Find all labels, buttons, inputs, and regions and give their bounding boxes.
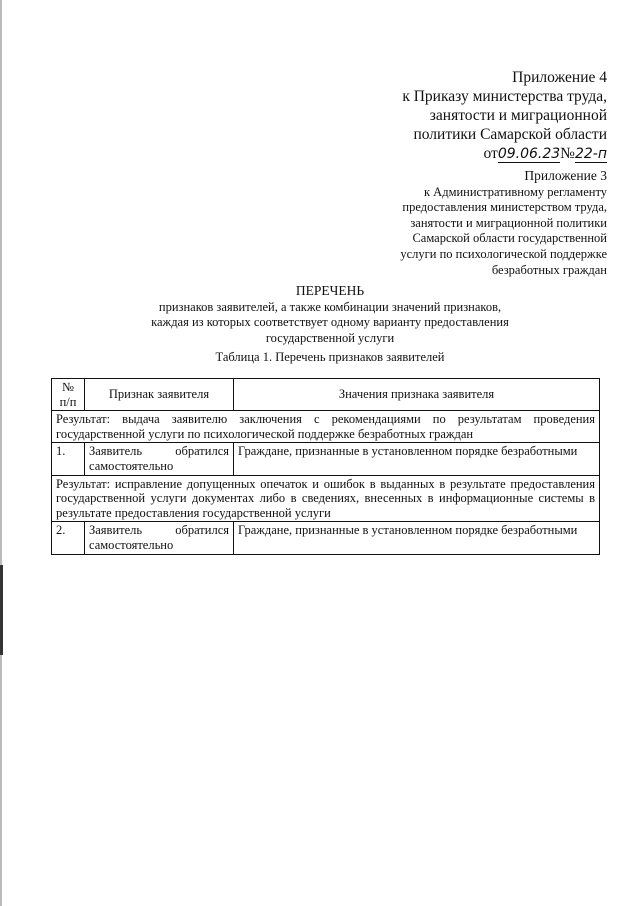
appendix4-line: к Приказу министерства труда, <box>402 88 607 105</box>
appendix3-block <box>400 168 607 278</box>
table-row <box>52 443 600 475</box>
header-feature: Признак заявителя <box>85 379 234 411</box>
scan-edge <box>0 0 2 906</box>
appendix3-line: безработных граждан <box>491 262 607 277</box>
row-num: 1. <box>52 443 85 475</box>
appendix3-line: Самарской области государственной <box>412 231 607 246</box>
appendix4-line: политики Самарской области <box>413 126 607 143</box>
row-feature <box>85 443 234 475</box>
appendix3-line: предоставления министерством труда, <box>402 200 607 215</box>
row-value: Граждане, признанные в установленном порядке безработными <box>234 443 600 475</box>
result-row <box>52 475 600 522</box>
appendix4-line: Приложение 4 <box>512 69 607 86</box>
date-prefix: от <box>483 145 498 162</box>
result-row <box>52 411 600 443</box>
result-cell: Результат: исправление допущенных опечаток и ошибок в выданных в результате предоставления государственной услуги документах либо в сведениях, внесенных в информационные системы в результате предоставления государственной услуги <box>52 475 600 522</box>
row-feature <box>85 522 234 554</box>
row-value: Граждане, признанные в установленном порядке безработными <box>234 522 600 554</box>
header-values: Значения признака заявителя <box>234 379 600 411</box>
appendix3-line: занятости и миграционной политики <box>410 215 607 230</box>
table-caption: Таблица 1. Перечень признаков заявителей <box>215 350 445 364</box>
appendix4-block <box>402 68 607 163</box>
applicant-features-table <box>51 378 600 555</box>
feature-line: самостоятельно <box>89 458 174 473</box>
order-date-line <box>402 144 607 163</box>
document-title: ПЕРЕЧЕНЬ <box>295 283 365 298</box>
subtitle-line: каждая из которых соответствует одному варианту предоставления <box>151 315 509 329</box>
row-num: 2. <box>52 522 85 554</box>
handwritten-date: 09.06.23 <box>497 146 561 162</box>
header-num: № п/п <box>52 379 85 411</box>
handwritten-number: 22-п <box>574 146 607 162</box>
result-cell: Результат: выдача заявителю заключения с рекомендациями по результатам проведения государственной услуги по психологической поддержке безработных граждан <box>52 411 600 443</box>
feature-line: Заявитель обратился <box>89 444 229 459</box>
appendix3-line: услуги по психологической поддержке <box>400 246 607 261</box>
appendix4-line: занятости и миграционной <box>429 107 607 124</box>
table-header-row <box>52 379 600 411</box>
subtitle-line: государственной услуги <box>265 330 395 345</box>
number-sign: № <box>560 145 575 162</box>
subtitle-line: признаков заявителей, а также комбинации значений признаков, <box>158 299 502 314</box>
document-title-block <box>120 283 540 346</box>
appendix3-heading: Приложение 3 <box>524 168 607 183</box>
appendix3-line: к Административному регламенту <box>423 184 607 199</box>
table-row <box>52 522 600 554</box>
feature-line: Заявитель обратился <box>89 523 229 538</box>
scan-artifact <box>0 565 3 655</box>
feature-line: самостоятельно <box>89 537 174 552</box>
